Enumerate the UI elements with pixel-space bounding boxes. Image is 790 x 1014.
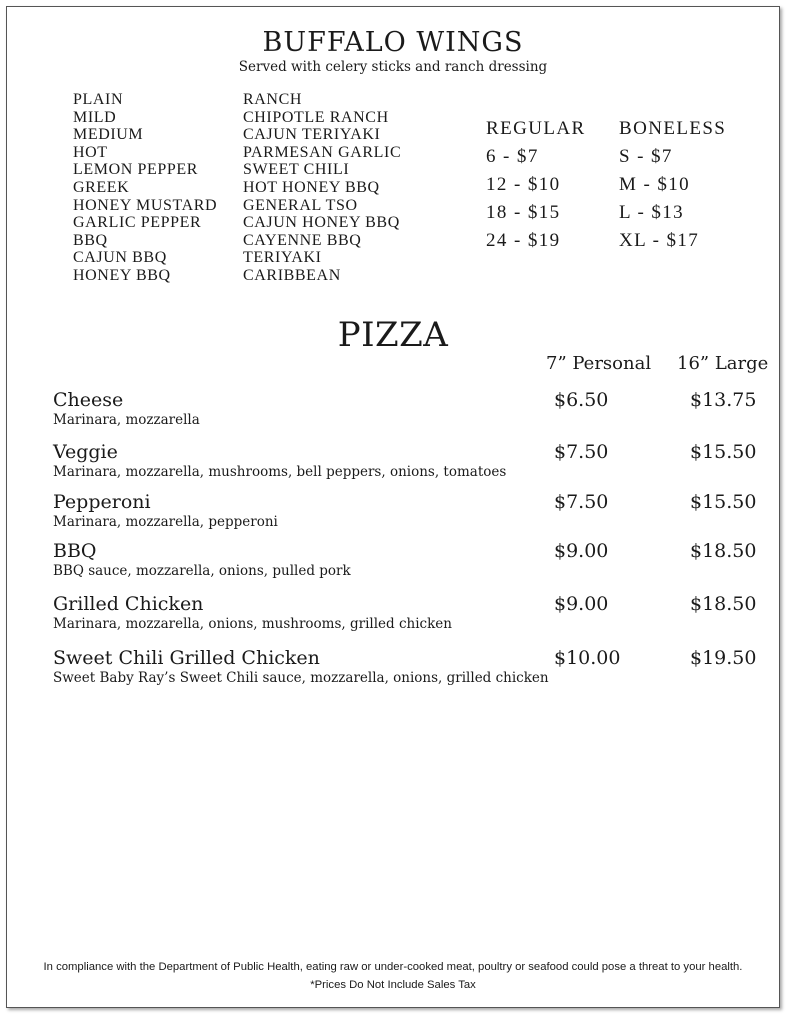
- pizza-name: BBQ: [53, 540, 97, 562]
- regular-header: REGULAR: [486, 118, 586, 139]
- pizza-description: Marinara, mozzarella, onions, mushrooms, grilled chicken: [53, 616, 452, 632]
- flavor-item: HONEY MUSTARD: [73, 196, 218, 214]
- flavor-item: PLAIN: [73, 91, 124, 108]
- boneless-size-row: XL - $17: [619, 230, 700, 251]
- personal-price: $6.50: [554, 389, 609, 411]
- flavor-item: MILD: [73, 108, 117, 126]
- regular-size-row: 24 - $19: [486, 230, 561, 251]
- boneless-size-row: S - $7: [619, 146, 673, 167]
- pizza-title: PIZZA: [337, 315, 449, 355]
- pizza-item-sweet-chili-grilled-chicken: [53, 647, 773, 686]
- regular-size-row: 18 - $15: [486, 202, 561, 223]
- flavor-item: BBQ: [73, 231, 108, 249]
- wings-subtitle: Served with celery sticks and ranch dressing: [238, 59, 548, 75]
- large-size-header: 16” Large: [677, 353, 769, 374]
- menu-page: [6, 6, 780, 1008]
- flavor-item: LEMON PEPPER: [73, 161, 198, 179]
- flavor-item: TERIYAKI: [243, 249, 322, 267]
- personal-price: $9.00: [554, 593, 609, 615]
- flavor-item: SWEET CHILI: [243, 161, 350, 179]
- flavor-item: CAJUN HONEY BBQ: [243, 214, 400, 232]
- pizza-description: Marinara, mozzarella, pepperoni: [53, 514, 278, 530]
- pizza-name: Grilled Chicken: [53, 593, 204, 615]
- boneless-size-row: M - $10: [619, 174, 691, 195]
- flavor-item: MEDIUM: [73, 126, 144, 144]
- flavor-item: HOT: [73, 143, 108, 161]
- pizza-description: Marinara, mozzarella, mushrooms, bell peppers, onions, tomatoes: [53, 464, 507, 480]
- flavor-item: RANCH: [243, 91, 303, 108]
- pizza-item-pepperoni: [53, 491, 773, 530]
- pizza-description: Marinara, mozzarella: [53, 412, 200, 428]
- flavor-item: HONEY BBQ: [73, 266, 171, 284]
- flavor-item: GREEK: [73, 178, 130, 196]
- wings-title: BUFFALO WINGS: [262, 27, 524, 58]
- flavor-item: HOT HONEY BBQ: [243, 178, 380, 196]
- pizza-name: Pepperoni: [53, 491, 151, 513]
- flavor-item: GARLIC PEPPER: [73, 214, 202, 232]
- pizza-name: Sweet Chili Grilled Chicken: [53, 647, 320, 669]
- flavor-item: CAYENNE BBQ: [243, 231, 362, 249]
- regular-size-row: 6 - $7: [486, 146, 539, 167]
- large-price: $18.50: [690, 593, 757, 615]
- pizza-name: Veggie: [53, 441, 118, 463]
- personal-price: $7.50: [554, 441, 609, 463]
- boneless-header: BONELESS: [619, 118, 727, 139]
- pizza-item-grilled-chicken: [53, 593, 773, 632]
- flavor-item: CAJUN BBQ: [73, 249, 167, 267]
- large-price: $19.50: [690, 647, 757, 669]
- pizza-name: Cheese: [53, 389, 124, 411]
- large-price: $13.75: [690, 389, 757, 411]
- regular-wings-prices: [486, 118, 586, 258]
- flavor-item: PARMESAN GARLIC: [243, 143, 402, 161]
- large-price: $15.50: [690, 491, 757, 513]
- large-price: $18.50: [690, 540, 757, 562]
- pizza-item-cheese: [53, 389, 773, 428]
- flavor-item: CAJUN TERIYAKI: [243, 126, 381, 144]
- flavor-item: GENERAL TSO: [243, 196, 358, 214]
- tax-note: *Prices Do Not Include Sales Tax: [310, 979, 476, 991]
- flavor-list-right: [243, 91, 401, 285]
- flavor-list-left: [73, 91, 217, 285]
- flavor-item: CHIPOTLE RANCH: [243, 108, 389, 126]
- large-price: $15.50: [690, 441, 757, 463]
- personal-price: $7.50: [554, 491, 609, 513]
- health-disclaimer: In compliance with the Department of Public Health, eating raw or under-cooked meat, poultry or seafood could pose a threat to your health.: [43, 961, 743, 973]
- flavor-item: CARIBBEAN: [243, 266, 341, 284]
- boneless-wings-prices: [619, 118, 726, 258]
- personal-price: $10.00: [554, 647, 621, 669]
- personal-price: $9.00: [554, 540, 609, 562]
- regular-size-row: 12 - $10: [486, 174, 561, 195]
- pizza-item-veggie: [53, 441, 773, 480]
- personal-size-header: 7” Personal: [546, 353, 652, 374]
- boneless-size-row: L - $13: [619, 202, 685, 223]
- pizza-item-bbq: [53, 540, 773, 579]
- pizza-description: Sweet Baby Ray’s Sweet Chili sauce, mozzarella, onions, grilled chicken: [53, 670, 549, 686]
- pizza-description: BBQ sauce, mozzarella, onions, pulled pork: [53, 563, 351, 579]
